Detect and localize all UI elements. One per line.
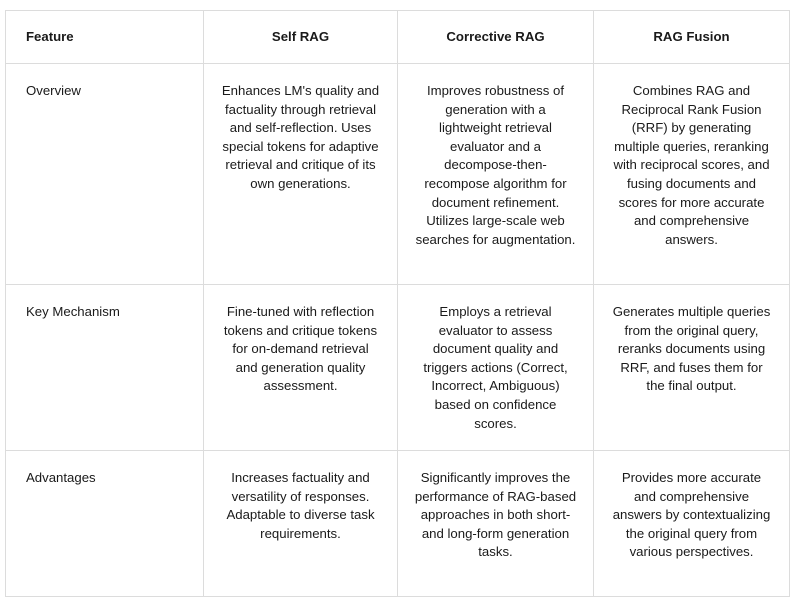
corrective-rag-cell: Improves robustness of generation with a lightweight retrieval evaluator and a decompose-then-recompose algorithm for document refinement. Utilizes large-scale web searches for augmentation. xyxy=(398,64,594,285)
table-row-key-mechanism xyxy=(6,285,790,451)
comparison-table-container xyxy=(5,10,789,597)
rag-fusion-cell: Provides more accurate and comprehensive answers by contextualizing the original query from various perspectives. xyxy=(594,451,790,597)
feature-cell: Overview xyxy=(6,64,204,285)
rag-fusion-cell: Combines RAG and Reciprocal Rank Fusion (RRF) by generating multiple queries, reranking with reciprocal scores, and fusing documents and scores for more accurate and comprehensive answers. xyxy=(594,64,790,285)
header-rag-fusion: RAG Fusion xyxy=(594,11,790,64)
table-header xyxy=(6,11,790,64)
header-self-rag: Self RAG xyxy=(204,11,398,64)
rag-fusion-cell: Generates multiple queries from the original query, reranks documents using RRF, and fuses them for the final output. xyxy=(594,285,790,451)
self-rag-cell: Increases factuality and versatility of responses. Adaptable to diverse task requirements. xyxy=(204,451,398,597)
header-row xyxy=(6,11,790,64)
self-rag-cell: Enhances LM's quality and factuality through retrieval and self-reflection. Uses special tokens for adaptive retrieval and critique of its own generations. xyxy=(204,64,398,285)
header-corrective-rag: Corrective RAG xyxy=(398,11,594,64)
corrective-rag-cell: Significantly improves the performance of RAG-based approaches in both short- and long-form generation tasks. xyxy=(398,451,594,597)
table-row-overview xyxy=(6,64,790,285)
feature-cell: Advantages xyxy=(6,451,204,597)
table-body xyxy=(6,64,790,597)
table-row-advantages xyxy=(6,451,790,597)
self-rag-cell: Fine-tuned with reflection tokens and critique tokens for on-demand retrieval and generation quality assessment. xyxy=(204,285,398,451)
rag-comparison-table xyxy=(5,10,790,597)
corrective-rag-cell: Employs a retrieval evaluator to assess document quality and triggers actions (Correct, Incorrect, Ambiguous) based on confidence scores. xyxy=(398,285,594,451)
header-feature: Feature xyxy=(6,11,204,64)
feature-cell: Key Mechanism xyxy=(6,285,204,451)
